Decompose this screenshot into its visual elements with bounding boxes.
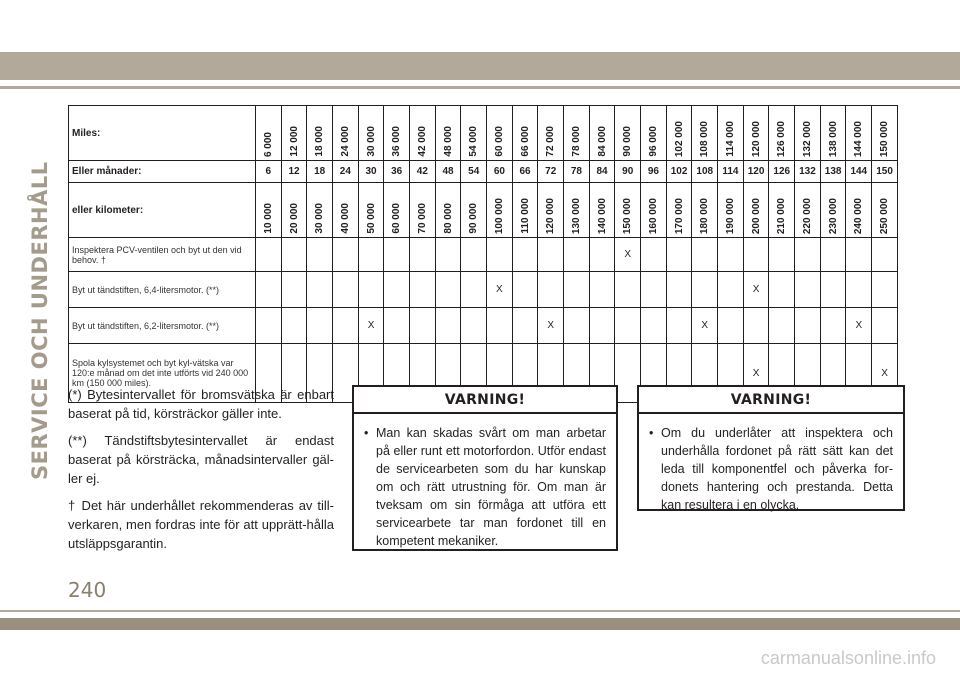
miles-value-cell (410, 106, 436, 161)
months-value: 102 (666, 161, 692, 183)
km-value: 110 000 (519, 198, 531, 234)
miles-value-cell (281, 106, 307, 161)
km-value: 230 000 (827, 197, 839, 234)
task-mark (256, 308, 282, 344)
miles-value-cell (384, 106, 410, 161)
task-mark (333, 272, 359, 308)
km-value: 220 000 (801, 197, 813, 234)
km-value: 210 000 (776, 197, 788, 234)
km-value-cell (538, 183, 564, 238)
task-label: Inspektera PCV-ventilen och byt ut den vid behov. † (69, 238, 256, 272)
task-mark (256, 272, 282, 308)
task-mark: X (692, 308, 718, 344)
km-value-cell (795, 183, 821, 238)
task-mark: X (872, 344, 898, 403)
task-mark (435, 308, 461, 344)
months-value: 150 (872, 161, 898, 183)
section-title: SERVICE OCH UNDERHÅLL (28, 161, 52, 480)
maintenance-schedule-table (68, 105, 898, 403)
km-value: 170 000 (673, 197, 685, 234)
task-mark (564, 272, 590, 308)
months-value: 18 (307, 161, 333, 183)
km-value-cell (307, 183, 333, 238)
task-mark (384, 272, 410, 308)
task-mark: X (358, 308, 384, 344)
km-value-cell (487, 183, 513, 238)
miles-value-cell (307, 106, 333, 161)
km-value-cell (692, 183, 718, 238)
task-mark (538, 238, 564, 272)
warning-title: VARNING! (354, 387, 616, 414)
footer-rule (0, 610, 960, 612)
task-mark (410, 308, 436, 344)
miles-value-cell (512, 106, 538, 161)
months-value: 120 (743, 161, 769, 183)
task-mark (281, 308, 307, 344)
months-row (69, 161, 898, 183)
km-value-cell (358, 183, 384, 238)
task-mark (666, 272, 692, 308)
km-value: 160 000 (647, 197, 659, 234)
task-mark (384, 238, 410, 272)
task-mark (589, 272, 615, 308)
miles-value: 120 000 (750, 120, 762, 157)
months-value: 36 (384, 161, 410, 183)
task-mark (795, 238, 821, 272)
miles-value: 12 000 (288, 126, 300, 157)
km-value: 150 000 (622, 197, 634, 234)
months-value: 114 (718, 161, 744, 183)
km-value: 30 000 (314, 203, 326, 234)
task-mark (512, 272, 538, 308)
task-row (69, 272, 898, 308)
task-mark (692, 238, 718, 272)
km-value: 120 000 (545, 197, 557, 234)
miles-value-cell (538, 106, 564, 161)
task-mark (666, 308, 692, 344)
km-value: 180 000 (699, 197, 711, 234)
task-mark: X (487, 272, 513, 308)
task-mark (461, 272, 487, 308)
task-label: Spola kylsystemet och byt kyl-vätska var 120:e månad om det inte utförts vid 240 000 km (150 000 miles). (69, 344, 256, 403)
task-mark (358, 272, 384, 308)
months-value: 30 (358, 161, 384, 183)
task-mark (846, 272, 872, 308)
miles-value: 84 000 (596, 126, 608, 157)
miles-value: 150 000 (879, 120, 891, 157)
footer-band (0, 618, 960, 630)
miles-value-cell (564, 106, 590, 161)
task-mark (615, 308, 641, 344)
months-value: 144 (846, 161, 872, 183)
warning-text: Man kan skadas svårt om man arbetar på eller runt ett motorfordon. Utför endast de servicearbeten som du har kunskap om och rätt utrustning för. Om man är tveksam om sin förmåga att utföra ett servicearbete tar man fordonet till en kompetent mekaniker. (376, 426, 606, 548)
km-value: 130 000 (570, 197, 582, 234)
task-mark (795, 308, 821, 344)
km-value-cell (641, 183, 667, 238)
miles-value-cell (641, 106, 667, 161)
miles-value-cell (358, 106, 384, 161)
miles-value: 66 000 (519, 126, 531, 157)
task-mark (615, 272, 641, 308)
task-mark (718, 238, 744, 272)
km-value: 60 000 (391, 203, 403, 234)
km-value-cell (564, 183, 590, 238)
months-value: 138 (820, 161, 846, 183)
task-mark (435, 272, 461, 308)
months-label: Eller månader: (69, 161, 256, 183)
km-value-cell (589, 183, 615, 238)
miles-value: 60 000 (493, 126, 505, 157)
task-mark (461, 308, 487, 344)
km-value: 10 000 (262, 203, 274, 234)
task-mark (281, 238, 307, 272)
months-value: 66 (512, 161, 538, 183)
task-label: Byt ut tändstiften, 6,4-litersmotor. (**) (69, 272, 256, 308)
warning-text: Om du underlåter att inspektera och underhålla fordonet på rätt sätt kan det leda till komponentfel och påverka for-donets hantering och prestanda. Detta kan resultera i en olycka. (661, 426, 893, 512)
km-value: 40 000 (339, 203, 351, 234)
km-value: 90 000 (468, 203, 480, 234)
task-mark (512, 308, 538, 344)
task-mark (307, 272, 333, 308)
task-mark (769, 238, 795, 272)
task-mark (641, 272, 667, 308)
task-mark (718, 308, 744, 344)
task-row (69, 238, 898, 272)
km-value: 50 000 (365, 203, 377, 234)
task-mark (820, 308, 846, 344)
miles-value: 18 000 (314, 126, 326, 157)
task-mark (256, 238, 282, 272)
miles-value: 96 000 (647, 126, 659, 157)
km-value: 190 000 (724, 197, 736, 234)
km-value-cell (256, 183, 282, 238)
task-mark (820, 272, 846, 308)
task-mark (872, 238, 898, 272)
km-value-cell (743, 183, 769, 238)
months-value: 132 (795, 161, 821, 183)
footnote-dagger: † Det här underhållet rekommenderas av till-verkaren, men fordras inte för att upprätt-hålla utsläppsgarantin. (68, 498, 334, 551)
miles-value-cell (256, 106, 282, 161)
miles-value-cell (718, 106, 744, 161)
task-mark (281, 272, 307, 308)
task-mark (743, 238, 769, 272)
task-mark (589, 238, 615, 272)
months-value: 42 (410, 161, 436, 183)
task-row (69, 308, 898, 344)
months-value: 90 (615, 161, 641, 183)
km-value-cell (333, 183, 359, 238)
task-mark: X (846, 308, 872, 344)
miles-value-cell (666, 106, 692, 161)
km-value: 250 000 (879, 197, 891, 234)
miles-value: 54 000 (468, 126, 480, 157)
km-value-cell (769, 183, 795, 238)
task-mark (564, 238, 590, 272)
km-value-cell (435, 183, 461, 238)
task-mark: X (743, 272, 769, 308)
km-value-cell (281, 183, 307, 238)
miles-value: 24 000 (339, 126, 351, 157)
miles-value-cell (795, 106, 821, 161)
task-mark (769, 272, 795, 308)
miles-value: 126 000 (776, 120, 788, 157)
watermark: carmanualsonline.info (760, 648, 936, 668)
months-value: 60 (487, 161, 513, 183)
miles-value: 108 000 (699, 120, 711, 157)
months-value: 54 (461, 161, 487, 183)
miles-value: 6 000 (262, 131, 274, 157)
km-value-cell (666, 183, 692, 238)
task-mark (333, 238, 359, 272)
miles-value-cell (820, 106, 846, 161)
miles-value: 102 000 (673, 120, 685, 157)
miles-value: 132 000 (801, 120, 813, 157)
task-mark (307, 308, 333, 344)
bullet-icon: • (649, 426, 654, 440)
miles-value-cell (461, 106, 487, 161)
task-mark: X (615, 238, 641, 272)
task-mark (769, 308, 795, 344)
months-value: 78 (564, 161, 590, 183)
task-mark (666, 238, 692, 272)
task-mark (487, 308, 513, 344)
months-value: 84 (589, 161, 615, 183)
miles-value: 114 000 (724, 121, 736, 157)
task-mark (872, 272, 898, 308)
miles-label: Miles: (69, 106, 256, 161)
miles-value-cell (589, 106, 615, 161)
miles-value: 138 000 (827, 120, 839, 157)
miles-value: 90 000 (622, 126, 634, 157)
task-mark (512, 238, 538, 272)
warning-box-injury (352, 385, 618, 551)
miles-value: 48 000 (442, 126, 454, 157)
months-value: 126 (769, 161, 795, 183)
task-mark: X (538, 308, 564, 344)
footnotes (68, 385, 334, 561)
warning-title: VARNING! (639, 387, 903, 414)
task-mark (820, 238, 846, 272)
km-value: 20 000 (288, 203, 300, 234)
km-value-cell (512, 183, 538, 238)
km-value: 240 000 (853, 197, 865, 234)
months-value: 48 (435, 161, 461, 183)
miles-row (69, 106, 898, 161)
km-value-cell (820, 183, 846, 238)
task-mark (333, 308, 359, 344)
km-value-cell (718, 183, 744, 238)
task-mark (307, 238, 333, 272)
miles-value: 144 000 (853, 120, 865, 157)
miles-value-cell (769, 106, 795, 161)
task-mark (846, 238, 872, 272)
warning-box-maintenance (637, 385, 905, 511)
task-mark (487, 238, 513, 272)
task-mark (461, 238, 487, 272)
months-value: 96 (641, 161, 667, 183)
miles-value-cell (333, 106, 359, 161)
km-value: 200 000 (750, 197, 762, 234)
months-value: 24 (333, 161, 359, 183)
miles-value-cell (692, 106, 718, 161)
kilometers-row (69, 183, 898, 238)
months-value: 108 (692, 161, 718, 183)
miles-value-cell (615, 106, 641, 161)
km-value-cell (461, 183, 487, 238)
miles-value-cell (872, 106, 898, 161)
header-rule (0, 86, 960, 89)
miles-value: 78 000 (570, 126, 582, 157)
miles-value: 30 000 (365, 126, 377, 157)
miles-value-cell (435, 106, 461, 161)
km-value: 80 000 (442, 203, 454, 234)
months-value: 72 (538, 161, 564, 183)
task-mark (538, 272, 564, 308)
miles-value-cell (846, 106, 872, 161)
task-mark (589, 308, 615, 344)
months-value: 6 (256, 161, 282, 183)
task-mark (641, 238, 667, 272)
km-value: 70 000 (416, 203, 428, 234)
task-mark (692, 272, 718, 308)
miles-value: 36 000 (391, 126, 403, 157)
task-mark (410, 238, 436, 272)
km-value-cell (872, 183, 898, 238)
task-mark (743, 308, 769, 344)
task-mark (384, 308, 410, 344)
km-value-cell (384, 183, 410, 238)
miles-value: 42 000 (416, 126, 428, 157)
footnote-brake-fluid: (*) Bytesintervallet för bromsvätska är enbart baserat på tid, körsträckor gäller inte. (68, 387, 334, 421)
months-value: 12 (281, 161, 307, 183)
task-mark (641, 308, 667, 344)
km-value: 100 000 (493, 197, 505, 234)
miles-value-cell (743, 106, 769, 161)
task-label: Byt ut tändstiften, 6,2-litersmotor. (**) (69, 308, 256, 344)
header-band (0, 52, 960, 80)
km-value: 140 000 (596, 197, 608, 234)
miles-value-cell (487, 106, 513, 161)
task-mark (435, 238, 461, 272)
task-mark: X (743, 344, 769, 403)
km-value-cell (846, 183, 872, 238)
task-mark (358, 238, 384, 272)
km-value-cell (615, 183, 641, 238)
miles-value: 72 000 (545, 126, 557, 157)
task-mark (718, 272, 744, 308)
task-mark (795, 272, 821, 308)
km-value-cell (410, 183, 436, 238)
task-mark (410, 272, 436, 308)
task-mark (564, 308, 590, 344)
footnote-spark-plugs: (**) Tändstiftsbytesintervallet är endast baserat på körsträcka, månadsintervaller gäl-ler ej. (68, 433, 334, 486)
page-number: 240 (68, 578, 107, 602)
kilometers-label: eller kilometer: (69, 183, 256, 238)
task-mark (872, 308, 898, 344)
bullet-icon: • (364, 426, 369, 440)
